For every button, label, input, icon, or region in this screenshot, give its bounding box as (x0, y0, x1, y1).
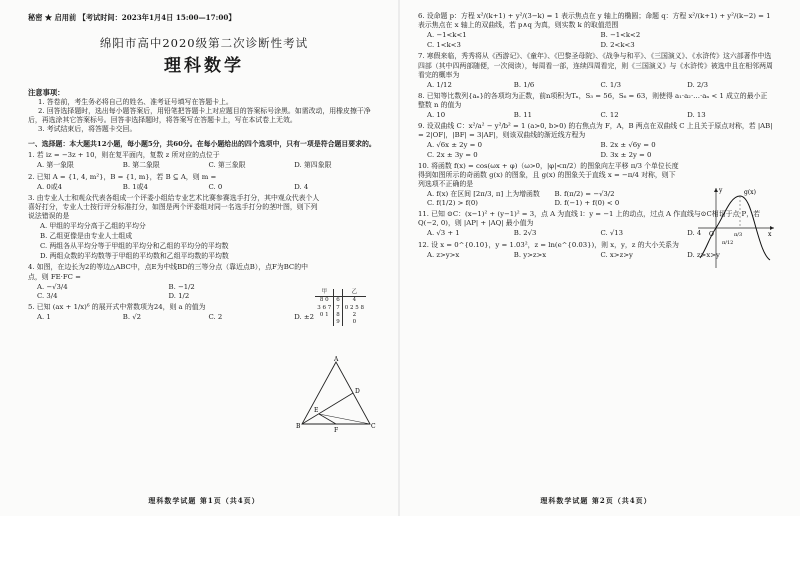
option: B. 第二象限 (122, 161, 160, 170)
stem-value: 6 (334, 297, 343, 305)
option: D. 1/2 (168, 291, 190, 300)
question-9: 9. 设双曲线 C：x²/a² − y²/b² = 1 (a>0, b>0) 的右焦点为 F，A，B 两点在双曲线 C 上且关于原点对称，若 |AB| = 2|OF|，|BF| = 3|AF|，则该双曲线的渐近线方程为 (418, 122, 773, 140)
option: A. 第一象限 (37, 161, 74, 170)
question-6: 6. 设命题 p：方程 x²/(k+1) + y²/(3−k) = 1 表示焦点在 y 轴上的椭圆；命题 q：方程 x²/(k+1) + y²/(k−2) = 1 表示焦点在 x 轴上的双曲线，若 p∧q 为真，则实数 k 的取值范围 (418, 12, 771, 30)
option: C. 2 (208, 313, 223, 322)
option: B. 1/6 (513, 80, 535, 89)
question-10: 10. 将函数 f(x) = cos(ωx + φ)（ω>0，|φ|<π/2）的图象向左平移 π/3 个单位长度得到如图所示的奇函数 g(x) 的图象，且 g(x) 的图象关于直线 x = −π/4 对称，则下列选项不正确的是 (418, 161, 679, 188)
question-1: 1. 若 iz = −3z + 10，则在复平面内，复数 z 所对应的点位于 (28, 151, 220, 160)
option: D. 4 (294, 182, 309, 191)
option: D. 2/3 (687, 80, 708, 89)
option: B. −1<k<2 (600, 31, 641, 40)
option: C. 1/3 (600, 80, 621, 89)
stem-leaf-right: 0 (352, 319, 357, 325)
stem-leaf-right: 4 (352, 297, 357, 304)
question-7-options (427, 81, 774, 90)
option: A. −1<k<1 (427, 31, 467, 40)
option: A. 0或4 (37, 182, 63, 191)
question-1-options (37, 161, 380, 170)
option: B. 乙组更像是由专业人士组成 (40, 232, 133, 241)
option: B. 2x ± √6y = 0 (600, 141, 656, 150)
option: B. 2√3 (513, 229, 537, 238)
stem-head-jia: 甲 (315, 289, 334, 297)
option: B. √2 (122, 313, 141, 322)
question-5: 5. 已知 (ax + 1/x)⁶ 的展开式中常数项为24，则 a 的值为 (28, 302, 206, 311)
curve-label: g(x) (744, 189, 756, 196)
page-footer-1: 理科数学试题 第1页（共4页） (148, 495, 260, 505)
option: C. 0 (208, 182, 223, 191)
stem-leaf-plot (315, 289, 366, 326)
label-d: D (355, 388, 360, 395)
option: C. 1<k<3 (427, 41, 461, 50)
option: C. √13 (600, 229, 624, 238)
page-crease (398, 0, 400, 520)
exam-page-2 (404, 6, 788, 511)
tick-label-pi-12: π/12 (722, 240, 734, 246)
option: A. −√3/4 (37, 282, 68, 291)
note-1: 1. 答卷前，考生务必将自己的姓名、准考证号填写在答题卡上。 (38, 97, 233, 106)
option: A. 1 (37, 313, 51, 322)
option: A. √3 + 1 (427, 229, 460, 238)
exam-page-1 (14, 6, 394, 511)
axis-label-y: y (719, 187, 723, 194)
question-4: 4. 如图，在边长为2的等边△ABC中，点E为中线BD的三等分点（靠近点B），点F为BC的中点，则 FE·FC = (28, 263, 308, 281)
label-a: A (334, 356, 339, 363)
option: D. z>x>y (687, 250, 720, 259)
subject-title: 理科数学 (164, 55, 244, 76)
option: C. 2x ± 3y = 0 (427, 150, 478, 159)
stem-leaf-left: 8 0 (319, 297, 329, 304)
question-8: 8. 已知等比数列{aₙ}的各项均为正数，前n项积为Tₙ，S₃ = 56，S₆ = 63，则使得 a₁·a₂·…·aₙ < 1 成立的最小正整数 n 的值为 (418, 91, 768, 109)
stem-leaf-left: 3 6 7 (317, 304, 332, 311)
option: C. x>z>y (600, 250, 633, 259)
page-footer-2: 理科数学试题 第2页（共4页） (540, 495, 652, 505)
option: C. f(1/2) > f(0) (427, 199, 478, 208)
option: C. 3/4 (37, 291, 58, 300)
option: A. 1/12 (427, 80, 452, 89)
label-f: F (334, 427, 339, 434)
question-9-options (427, 141, 774, 159)
option: D. 4 (687, 229, 702, 238)
axis-label-x: x (768, 231, 772, 238)
option: C. 12 (600, 111, 619, 120)
question-8-options (427, 111, 774, 120)
option: B. 11 (513, 111, 532, 120)
option: B. −1/2 (168, 282, 195, 291)
option: D. 3x ± 2y = 0 (600, 150, 652, 159)
origin-label: O (709, 231, 714, 238)
question-2-options (37, 183, 380, 192)
stem-value: 9 (334, 319, 343, 326)
note-3: 3. 考试结束后，将答题卡交回。 (38, 125, 137, 134)
question-6-options-row2 (427, 41, 774, 50)
option: B. f(π/2) = −√3/2 (554, 189, 615, 198)
label-b: B (296, 423, 301, 430)
question-6-options (427, 31, 774, 40)
section-heading: 一、选择题：本大题共12小题，每小题5分，共60分。在每小题给出的四个选项中，只有一项是符合题目要求的。 (28, 140, 376, 149)
notes-title: 注意事项： (28, 88, 65, 98)
stem-value: 7 (334, 305, 343, 312)
exam-title: 绵阳市高中2020级第二次诊断性考试 (99, 35, 309, 50)
stem-head-mid (334, 289, 343, 297)
triangle-figure (296, 356, 376, 434)
stem-head-yi: 乙 (342, 289, 366, 297)
label-c: C (371, 423, 376, 430)
option: A. √6x ± 2y = 0 (427, 141, 482, 150)
option: D. 第四象限 (294, 161, 332, 170)
option: D. 2<k<3 (600, 41, 635, 50)
scan-margin (0, 516, 800, 566)
option: D. ±2 (294, 313, 315, 322)
option: D. 13 (687, 111, 706, 120)
note-2: 2. 回答选择题时，选出每小题答案后，用铅笔把答题卡上对应题目的答案标号涂黑。如需改动，用橡皮擦干净后，再选涂其它答案标号。回答非选择题时，将答案写在答题卡上，写在本试卷上无效。 (28, 106, 371, 124)
question-3: 3. 由专业人士和观众代表各组成一个评委小组给专业艺术比赛参赛选手打分，其中观众代表个人喜好打分，专业人士按行评分标准打分，如图是两个评委组对同一名选手打分的茎叶图，则下列说法错误的是 (28, 193, 320, 220)
stem-leaf-right: 0 2 5 8 (344, 304, 364, 311)
function-graph (694, 184, 776, 270)
option: A. 10 (427, 111, 446, 120)
question-12: 12. 设 x = 0^{0.10}，y = 1.03²，z = ln(e^{0.03})，则 x，y，z 的大小关系为 (418, 240, 679, 249)
option: B. y>z>x (513, 250, 547, 259)
label-e: E (314, 407, 319, 414)
confidential-header: 秘密 ★ 启用前 【考试时间：2023年1月4日 15:00—17:00】 (28, 13, 236, 22)
question-7: 7. 寒假来临，秀秀将从《西游记》、《童年》、《巴黎圣母院》、《战争与和平》、《三国演义》、《水浒传》这六部著作中选四部（其中四两部随便，一次阅读），每周看一部，连续四周看完，则《三国演义》与《水浒传》被选中且在相邻两周看完的概率为 (418, 52, 773, 79)
option: B. 1或4 (122, 182, 148, 191)
option: D. f(−1) + f(0) < 0 (554, 199, 620, 208)
question-2: 2. 已知 A = {1, 4, m²}，B = {1, m}，若 B ⊆ A，则 m = (28, 172, 217, 181)
option: D. 两组众数的平均数等于甲组的平均数和乙组平均数的平均数 (40, 252, 229, 261)
option: C. 两组各从平均分等于甲组的平均分和乙组的平均分的平均数 (40, 242, 229, 251)
option: A. z>y>x (427, 250, 460, 259)
stem-leaf-right: 2 (352, 311, 357, 318)
option: C. 第三象限 (208, 161, 246, 170)
option: A. f(x) 在区间 [2π/3, π] 上为增函数 (427, 189, 540, 198)
stem-leaf-left (315, 319, 334, 326)
stem-leaf-left: 0 1 (319, 311, 329, 318)
option: A. 甲组的平均分高于乙组的平均分 (40, 222, 146, 231)
tick-label-pi-3: π/3 (734, 232, 743, 238)
question-11: 11. 已知 ⊙C：(x−1)² + (y−1)² = 3，点 A 为直线 l：y = −1 上的动点，过点 A 作直线与⊙C相切于点 P，若 Q(−2, 0)，则 |AP| + |AQ| 最小值为 (418, 210, 760, 228)
question-3-options (40, 222, 380, 261)
stem-value: 8 (334, 312, 343, 319)
